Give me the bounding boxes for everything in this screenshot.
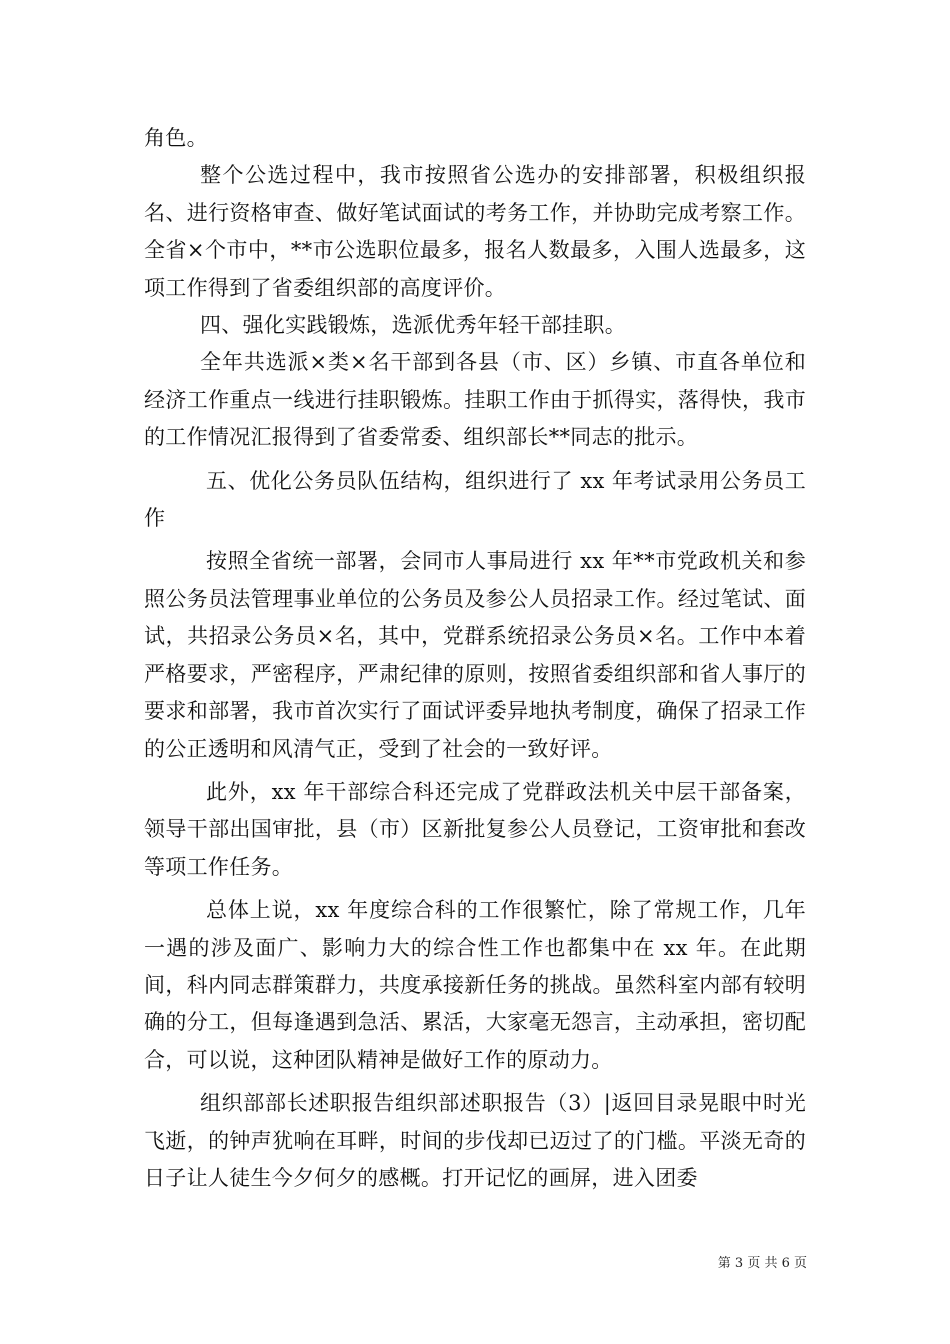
paragraph-secondment: 全年共选派×类×名干部到各县（市、区）乡镇、市直各单位和经济工作重点一线进行挂职锻炼。挂职工作由于抓得实，落得快，我市的工作情况汇报得到了省委常委、组织部长**同志的批示。 (144, 350, 806, 450)
section-heading-four: 四、强化实践锻炼，选派优秀年轻干部挂职。 (200, 313, 626, 338)
paragraph-recruitment: 按照全省统一部署，会同市人事局进行 xx 年**市党政机关和参照公务员法管理事业单位的公务员及参公人员招录工作。经过笔试、面试，共招录公务员×名，其中，党群系统招录公务员×名。工作中本着严格要求，严密程序，严肃纪律的原则，按照省委组织部和省人事厅的要求和部署，我市首次实行了面试评委异地执考制度，确保了招录工作的公正透明和风清气正，受到了社会的一致好评。 (144, 549, 806, 761)
paragraph-additional-tasks: 此外，xx 年干部综合科还完成了党群政法机关中层干部备案，领导干部出国审批，县（市）区新批复参公人员登记，工资审批和套改等项工作任务。 (144, 779, 806, 879)
page-number-footer: 第 3 页 共 6 页 (717, 1256, 807, 1271)
paragraph-summary: 总体上说，xx 年度综合科的工作很繁忙，除了常规工作，几年一遇的涉及面广、影响力大的综合性工作也都集中在 xx 年。在此期间，科内同志群策群力，共度承接新任务的挑战。虽然科室内部有较明确的分工，但每逢遇到急活、累活，大家毫无怨言，主动承担，密切配合，可以说，这种团队精神是做好工作的原动力。 (144, 898, 806, 1072)
document-body (144, 120, 806, 1197)
section-heading-five: 五、优化公务员队伍结构，组织进行了 xx 年考试录用公务员工作 (144, 468, 806, 531)
paragraph-public-selection: 整个公选过程中，我市按照省公选办的安排部署，积极组织报名、进行资格审查、做好笔试面试的考务工作，并协助完成考察工作。全省×个市中，**市公选职位最多，报名人数最多，入围人选最多，这项工作得到了省委组织部的高度评价。 (144, 163, 806, 300)
paragraph-next-report: 组织部部长述职报告组织部述职报告（3）|返回目录晃眼中时光飞逝，的钟声犹响在耳畔，时间的步伐却已迈过了的门槛。平淡无奇的日子让人徒生今夕何夕的感概。打开记忆的画屏，进入团委 (144, 1091, 806, 1190)
paragraph-continuation: 角色。 (144, 126, 208, 150)
